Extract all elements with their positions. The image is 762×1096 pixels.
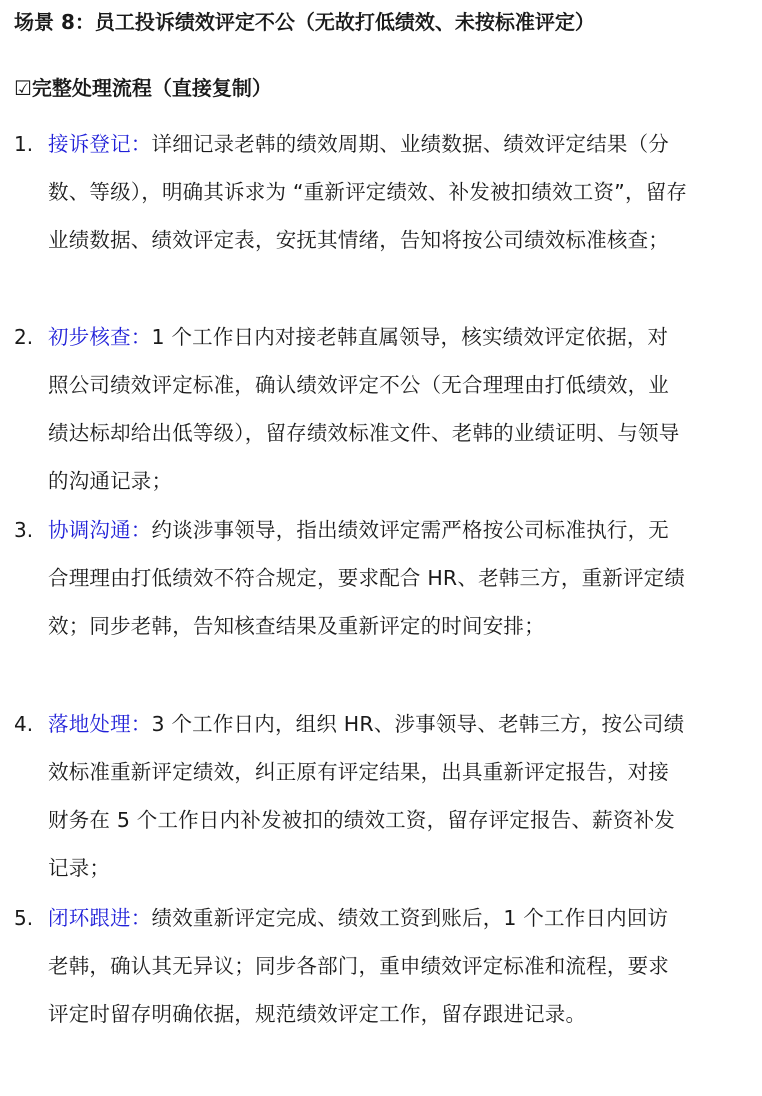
step-label: 落地处理： <box>48 712 152 736</box>
step-body <box>48 313 688 505</box>
step-number: 3. <box>14 518 34 542</box>
step-label: 初步核查： <box>48 325 152 349</box>
section-heading: ☑完整处理流程（直接复制） <box>14 76 272 100</box>
step-text: 详细记录老韩的绩效周期、业绩数据、绩效评定结果（分数、等级），明确其诉求为 “重新评定绩效、补发被扣绩效工资”，留存业绩数据、绩效评定表，安抚其情绪，告知将按公司绩效标准核查； <box>48 132 688 252</box>
step-number: 5. <box>14 906 34 930</box>
step-body <box>48 700 688 892</box>
step-number: 4. <box>14 712 34 736</box>
step-body <box>48 506 688 650</box>
step-body <box>48 894 688 1038</box>
step-text: 约谈涉事领导，指出绩效评定需严格按公司标准执行，无合理理由打低绩效不符合规定，要求配合 HR、老韩三方，重新评定绩效；同步老韩，告知核查结果及重新评定的时间安排； <box>48 518 686 638</box>
step-label: 接诉登记： <box>48 132 152 156</box>
step-label: 协调沟通： <box>48 518 152 542</box>
step-number: 2. <box>14 325 34 349</box>
step-text: 绩效重新评定完成、绩效工资到账后，1 个工作日内回访老韩，确认其无异议；同步各部门，重申绩效评定标准和流程，要求评定时留存明确依据，规范绩效评定工作，留存跟进记录。 <box>48 906 669 1026</box>
step-label: 闭环跟进： <box>48 906 152 930</box>
step-body <box>48 120 688 264</box>
step-number: 1. <box>14 132 34 156</box>
step-text: 3 个工作日内，组织 HR、涉事领导、老韩三方，按公司绩效标准重新评定绩效，纠正原有评定结果，出具重新评定报告，对接财务在 5 个工作日内补发被扣的绩效工资，留存评定报告、薪资补发记录； <box>48 712 685 880</box>
page-title: 场景 8：员工投诉绩效评定不公（无故打低绩效、未按标准评定） <box>14 10 595 34</box>
step-text: 1 个工作日内对接老韩直属领导，核实绩效评定依据，对照公司绩效评定标准，确认绩效评定不公（无合理理由打低绩效，业绩达标却给出低等级），留存绩效标准文件、老韩的业绩证明、与领导的沟通记录； <box>48 325 680 493</box>
